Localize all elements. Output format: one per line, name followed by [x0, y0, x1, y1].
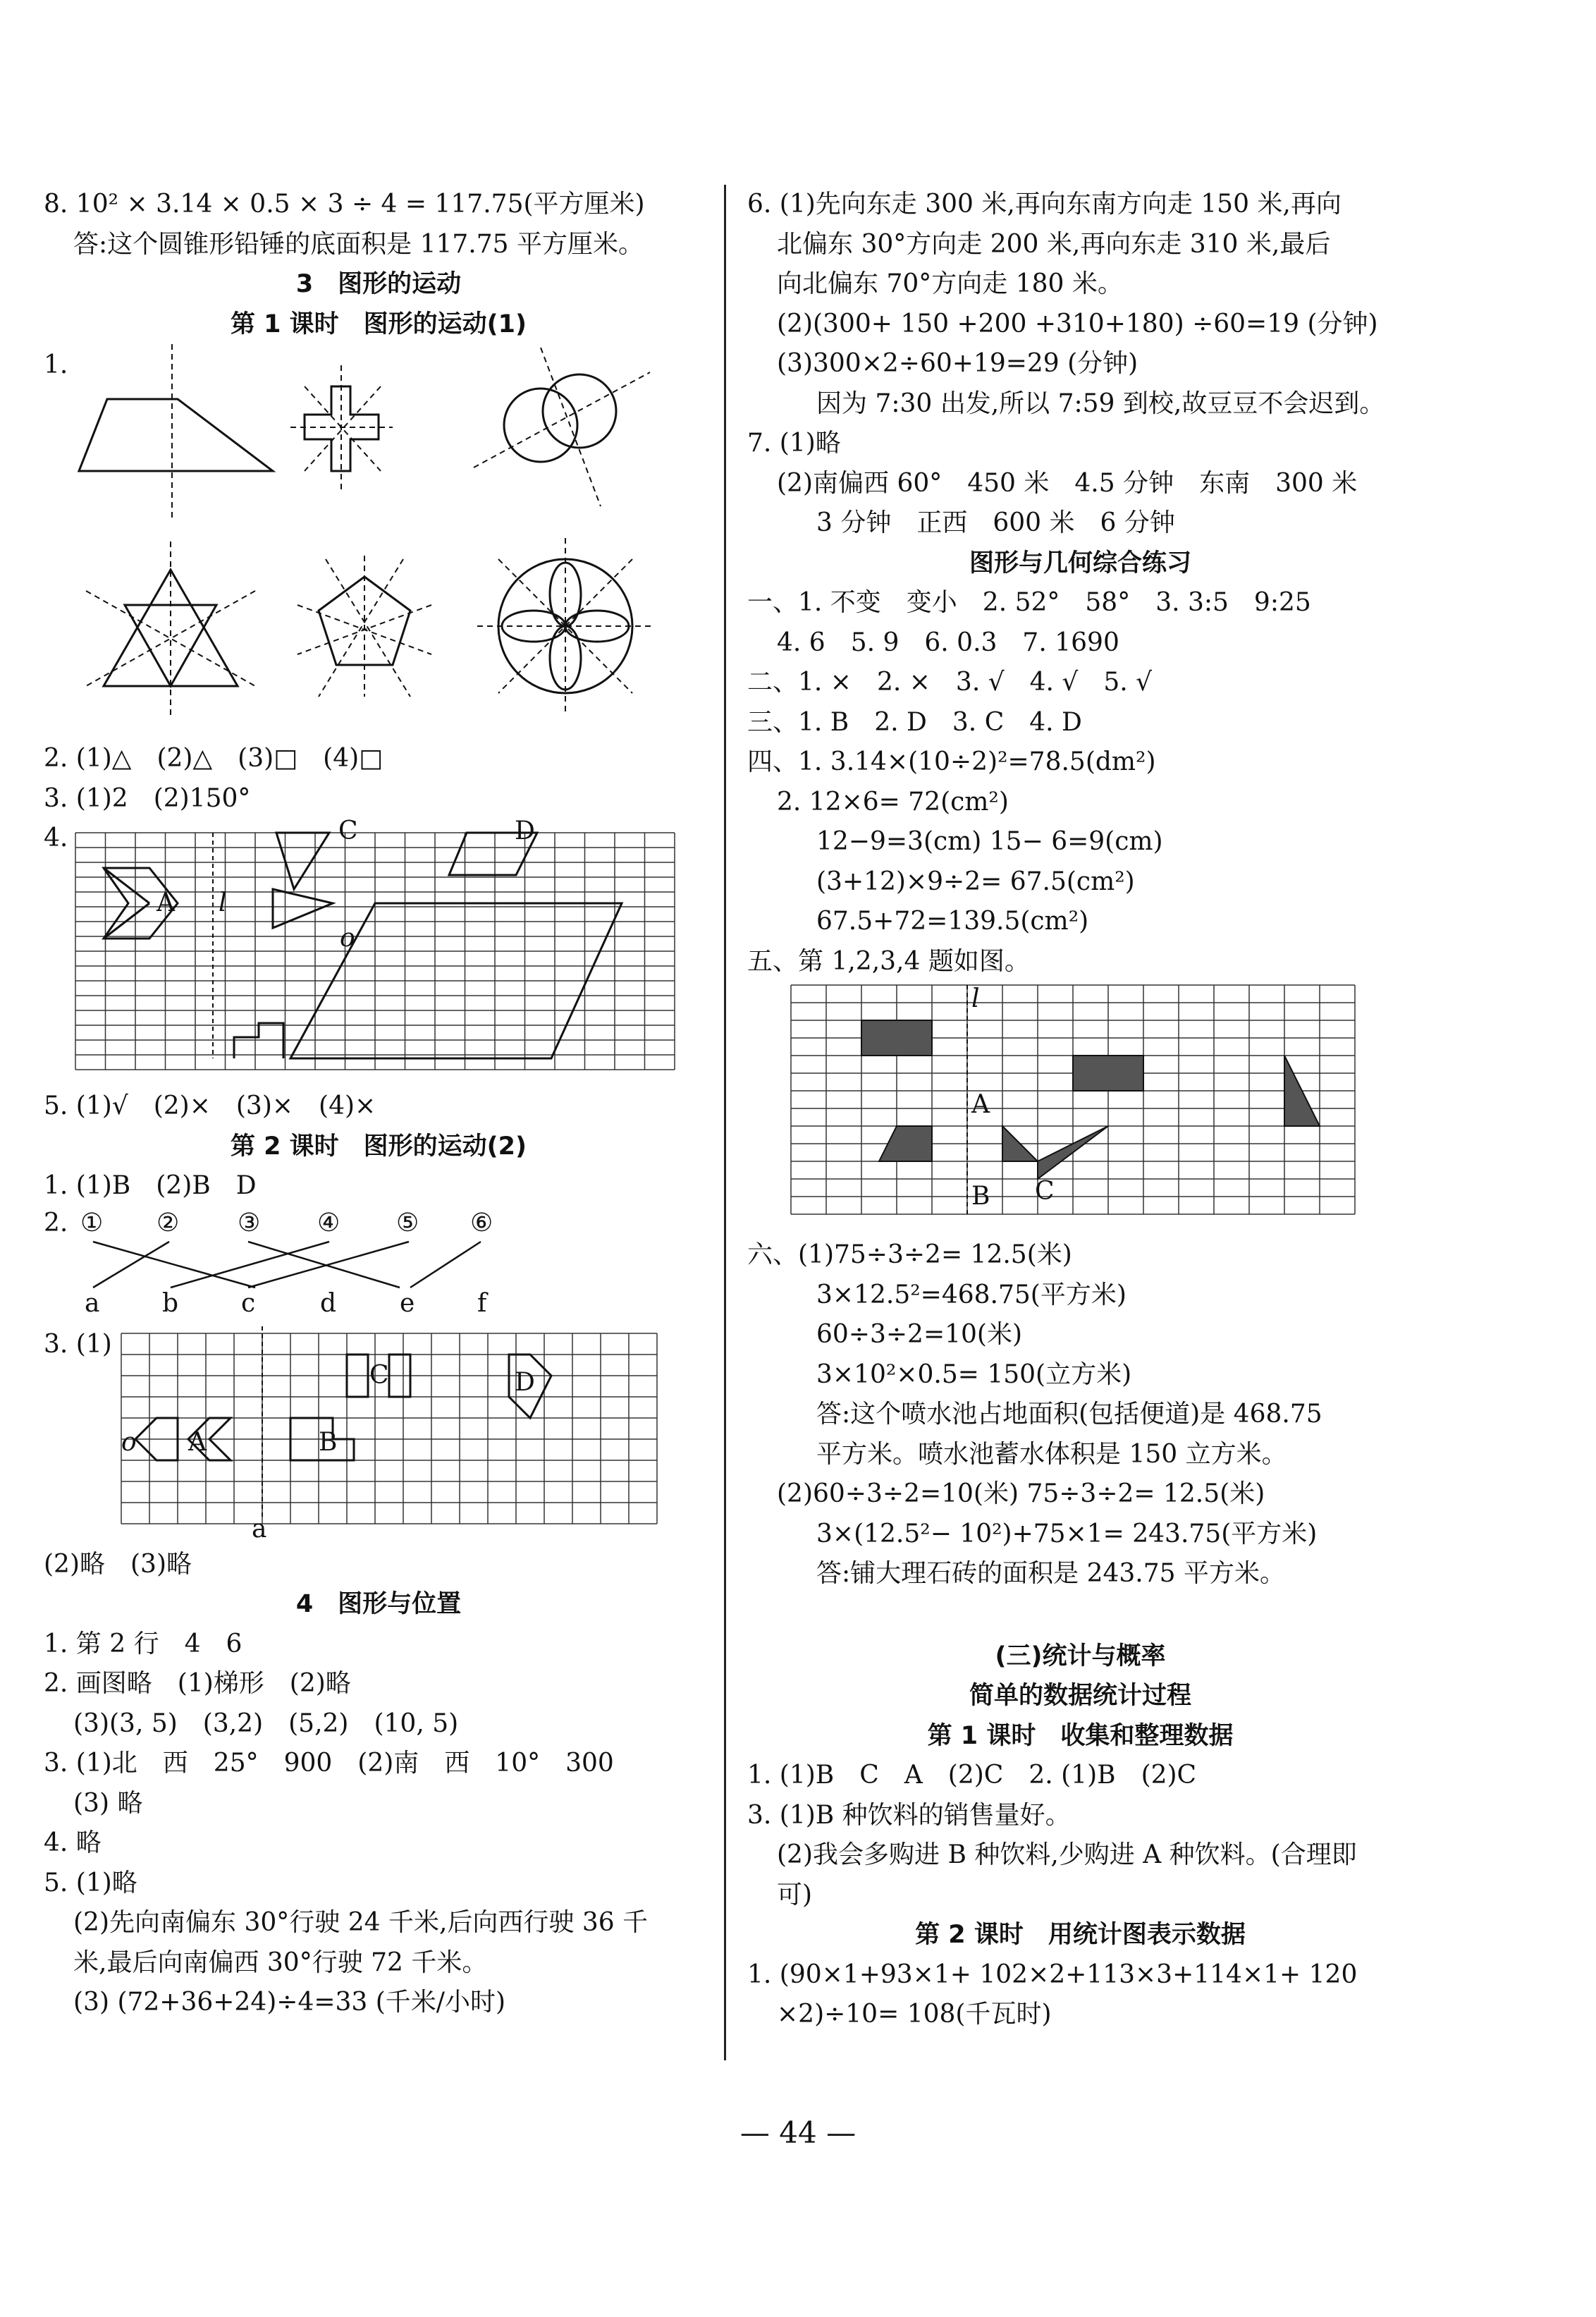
pos-q2b: (3)(3, 5) (3,2) (5,2) (10, 5) — [73, 1708, 459, 1738]
q4-label: 4. — [44, 824, 68, 852]
sec4e: 67.5+72=139.5(cm²) — [816, 907, 1089, 936]
lesson1-heading: 第 1 课时 图形的运动(1) — [230, 310, 527, 338]
spacer — [747, 1594, 1413, 1637]
stat-subheading: 简单的数据统计过程 — [969, 1682, 1191, 1710]
sec4b: 2. 12×6= 72(cm²) — [777, 787, 1009, 817]
circle-1: ① — [80, 1208, 104, 1237]
sec4c: 12−9=3(cm) 15− 6=9(cm) — [816, 827, 1163, 856]
pos-q1: 1. 第 2 行 4 6 — [44, 1629, 243, 1658]
q6d: (2)(300+ 150 +200 +310+180) ÷60=19 (分钟) — [777, 309, 1378, 338]
stat-q3c: 可) — [777, 1880, 813, 1909]
stat-l2-q1b: ×2)÷10= 108(千瓦时) — [777, 2000, 1052, 2029]
circle-5: ⑤ — [396, 1208, 419, 1237]
sec5-figure — [747, 982, 1413, 1235]
mark-b2: B — [319, 1427, 338, 1457]
q4-figure — [44, 819, 713, 1087]
matching-lines — [44, 1206, 713, 1326]
q8-formula: 8. 10² × 3.14 × 0.5 × 3 ÷ 4 = 117.75(平方厘米) — [44, 190, 645, 219]
letter-b: b — [162, 1288, 179, 1318]
sec6h: 3×(12.5²− 10²)+75×1= 243.75(平方米) — [816, 1519, 1318, 1548]
q3-answers: 3. (1)2 (2)150° — [44, 783, 251, 813]
mark-c2: C — [369, 1360, 389, 1390]
letter-e: e — [400, 1288, 415, 1318]
sec3: 三、1. B 2. D 3. C 4. D — [747, 707, 1082, 737]
page-number: — 44 — — [739, 2115, 857, 2150]
mark-d2: D — [515, 1367, 535, 1397]
cross-axes — [290, 365, 393, 492]
stat-q3: 3. (1)B 种饮料的销售量好。 — [747, 1800, 1071, 1830]
q1-label: 1. — [44, 350, 68, 379]
circles-axis-1 — [474, 372, 650, 467]
mark-d: D — [515, 817, 535, 845]
sec6d: 3×10²×0.5= 150(立方米) — [816, 1359, 1132, 1389]
sec2: 二、1. × 2. × 3. √ 4. √ 5. √ — [747, 668, 1153, 697]
l2-q2-label: 2. — [44, 1208, 68, 1237]
letter-f: f — [477, 1288, 487, 1318]
circle-4: ④ — [317, 1208, 340, 1237]
q4-grid — [44, 819, 713, 1087]
pos-q5b: (2)先向南偏东 30°行驶 24 千米,后向西行驶 36 千 — [73, 1908, 649, 1937]
stat-lesson1-heading: 第 1 课时 收集和整理数据 — [927, 1721, 1234, 1750]
q6c: 向北偏东 70°方向走 180 米。 — [777, 269, 1123, 298]
sec6c: 60÷3÷2=10(米) — [816, 1320, 1023, 1349]
letter-d: d — [320, 1288, 337, 1318]
pos-q5: 5. (1)略 — [44, 1868, 137, 1897]
q6b: 北偏东 30°方向走 200 米,再向东走 310 米,最后 — [777, 229, 1331, 259]
mark-a3: A — [971, 1090, 990, 1119]
step-shape — [234, 1023, 283, 1058]
q7b: (2)南偏西 60° 450 米 4.5 分钟 东南 300 米 — [777, 468, 1358, 498]
mark-l: l — [219, 888, 227, 917]
stat-q3b: (2)我会多购进 B 种饮料,少购进 A 种饮料。(合理即 — [777, 1840, 1357, 1869]
stat-q1: 1. (1)B C A (2)C 2. (1)B (2)C — [747, 1761, 1197, 1790]
l2-q3-grid — [44, 1326, 713, 1545]
sec6b: 3×12.5²=468.75(平方米) — [816, 1280, 1127, 1309]
trapezoid-shape — [79, 399, 273, 471]
q2-answers: 2. (1)△ (2)△ (3)□ (4)□ — [44, 744, 383, 773]
sec4d: (3+12)×9÷2= 67.5(cm²) — [816, 867, 1135, 896]
circle-3: ③ — [238, 1208, 261, 1237]
q8-answer: 答:这个圆锥形铅锤的底面积是 117.75 平方厘米。 — [73, 229, 644, 259]
pos-q2: 2. 画图略 (1)梯形 (2)略 — [44, 1669, 351, 1698]
pos-q4: 4. 略 — [44, 1828, 102, 1857]
mark-l2: l — [971, 984, 980, 1013]
shaded-square-1 — [861, 1020, 932, 1056]
l2-q3-figure — [44, 1326, 713, 1545]
q7: 7. (1)略 — [747, 429, 841, 458]
circle-2: ② — [156, 1208, 180, 1237]
mark-a2: A — [188, 1427, 207, 1457]
mark-c3: C — [1035, 1177, 1055, 1206]
symmetry-figures — [44, 344, 713, 739]
sec6: 六、(1)75÷3÷2= 12.5(米) — [747, 1240, 1072, 1269]
l2-q3-label: 3. (1) — [44, 1329, 112, 1359]
sec6g: (2)60÷3÷2=10(米) 75÷3÷2= 12.5(米) — [777, 1479, 1265, 1508]
pos-q5d: (3) (72+36+24)÷4=33 (千米/小时) — [73, 1988, 505, 2017]
lesson2-heading: 第 2 课时 图形的运动(2) — [230, 1132, 527, 1161]
mark-c: C — [338, 817, 358, 845]
q6f: 因为 7:30 出发,所以 7:59 到校,故豆豆不会迟到。 — [816, 389, 1385, 418]
sec1b: 4. 6 5. 9 6. 0.3 7. 1690 — [777, 628, 1119, 657]
q6e: (3)300×2÷60+19=29 (分钟) — [777, 349, 1138, 378]
right-column — [747, 185, 1413, 2035]
mark-o2: o — [121, 1427, 137, 1457]
stat-l2-q1: 1. (90×1+93×1+ 102×2+113×3+114×1+ 120 — [747, 1960, 1358, 1989]
l2-q3-rest: (2)略 (3)略 — [44, 1549, 192, 1579]
pentagon-axes — [297, 556, 431, 697]
pos-q5c: 米,最后向南偏西 30°行驶 72 千米。 — [73, 1948, 488, 1977]
letter-a: a — [85, 1288, 100, 1318]
q6: 6. (1)先向东走 300 米,再向东南方向走 150 米,再向 — [747, 190, 1342, 219]
unit3-heading: 3 图形的运动 — [295, 270, 462, 298]
pos-q3b: (3) 略 — [73, 1788, 143, 1818]
sec1: 一、1. 不变 变小 2. 52° 58° 3. 3:5 9:25 — [747, 588, 1311, 617]
circle-left — [504, 389, 577, 462]
matching-figure — [44, 1206, 713, 1326]
column-divider — [724, 185, 726, 2060]
stat-heading: (三)统计与概率 — [995, 1642, 1166, 1670]
q5-answers: 5. (1)√ (2)× (3)× (4)× — [44, 1092, 376, 1120]
sec6e: 答:这个喷水池占地面积(包括便道)是 468.75 — [816, 1400, 1322, 1429]
symmetry-drawing — [44, 344, 713, 739]
sec5-grid — [747, 982, 1413, 1235]
l2-q1: 1. (1)B (2)B D — [44, 1171, 257, 1200]
mark-a: A — [156, 888, 175, 917]
letter-c: c — [241, 1288, 256, 1318]
triangle-up — [104, 570, 238, 686]
q7c: 3 分钟 正西 600 米 6 分钟 — [816, 508, 1175, 537]
sec4: 四、1. 3.14×(10÷2)²=78.5(dm²) — [747, 747, 1156, 776]
sec6f: 平方米。喷水池蓄水体积是 150 立方米。 — [816, 1439, 1287, 1469]
circles-axis-2 — [541, 348, 601, 506]
circle-6: ⑥ — [470, 1208, 493, 1237]
shape-c — [276, 833, 329, 889]
sec5: 五、第 1,2,3,4 题如图。 — [747, 946, 1030, 976]
pos-q3: 3. (1)北 西 25° 900 (2)南 西 10° 300 — [44, 1749, 614, 1778]
mark-axis-a: a — [252, 1514, 267, 1543]
comprehensive-heading: 图形与几何综合练习 — [969, 549, 1191, 577]
mark-b3: B — [971, 1182, 990, 1211]
shaded-square-2 — [1073, 1056, 1143, 1091]
stat-lesson2-heading: 第 2 课时 用统计图表示数据 — [915, 1921, 1246, 1949]
unit4-heading: 4 图形与位置 — [295, 1590, 462, 1618]
left-column — [44, 185, 713, 2023]
mark-o: o — [340, 924, 355, 953]
sec6i: 答:铺大理石砖的面积是 243.75 平方米。 — [816, 1559, 1285, 1588]
